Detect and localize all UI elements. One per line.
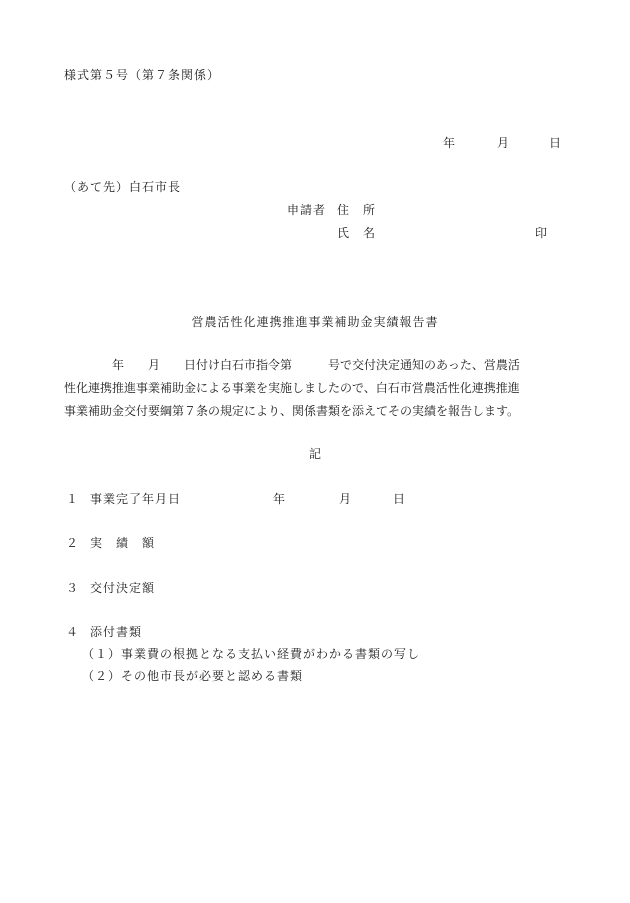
item-label-grant-amount: 交付決定額 bbox=[90, 581, 156, 595]
name-label: 氏 名 bbox=[337, 226, 377, 240]
addressee: （あて先）白石市長 bbox=[64, 180, 182, 194]
item-label-actual-amount: 実 績 額 bbox=[90, 536, 156, 550]
date-year-label: 年 bbox=[443, 136, 456, 150]
item-number: １ bbox=[66, 492, 79, 506]
item-number: ２ bbox=[66, 536, 79, 550]
item-number: ４ bbox=[66, 625, 79, 639]
body-text-line: 年 月 日付け白石市指令第 号で交付決定通知のあった、営農活 bbox=[64, 358, 520, 372]
date-day-label: 日 bbox=[549, 136, 562, 150]
attachment-item: （２）その他市長が必要と認める書類 bbox=[82, 669, 304, 683]
seal-mark: 印 bbox=[535, 226, 548, 240]
item-label-completion-date: 事業完了年月日 bbox=[90, 492, 182, 506]
body-text-line: 性化連携推進事業補助金による事業を実施しましたので、白石市営農活性化連携推進 bbox=[64, 381, 520, 395]
completion-year-label: 年 bbox=[273, 492, 286, 506]
address-label: 住 所 bbox=[337, 203, 377, 217]
completion-month-label: 月 bbox=[339, 492, 352, 506]
item-label-attachments: 添付書類 bbox=[90, 625, 143, 639]
form-number: 様式第５号（第７条関係） bbox=[64, 68, 221, 82]
date-month-label: 月 bbox=[497, 136, 510, 150]
applicant-label: 申請者 bbox=[287, 203, 327, 217]
item-number: ３ bbox=[66, 581, 79, 595]
attachment-item: （１）事業費の根拠となる支払い経費がわかる書類の写し bbox=[82, 647, 421, 661]
document-title: 営農活性化連携推進事業補助金実績報告書 bbox=[191, 315, 439, 329]
completion-day-label: 日 bbox=[393, 492, 406, 506]
ki-heading: 記 bbox=[308, 447, 321, 461]
body-text-line: 事業補助金交付要綱第７条の規定により、関係書類を添えてその実績を報告します。 bbox=[64, 404, 520, 418]
